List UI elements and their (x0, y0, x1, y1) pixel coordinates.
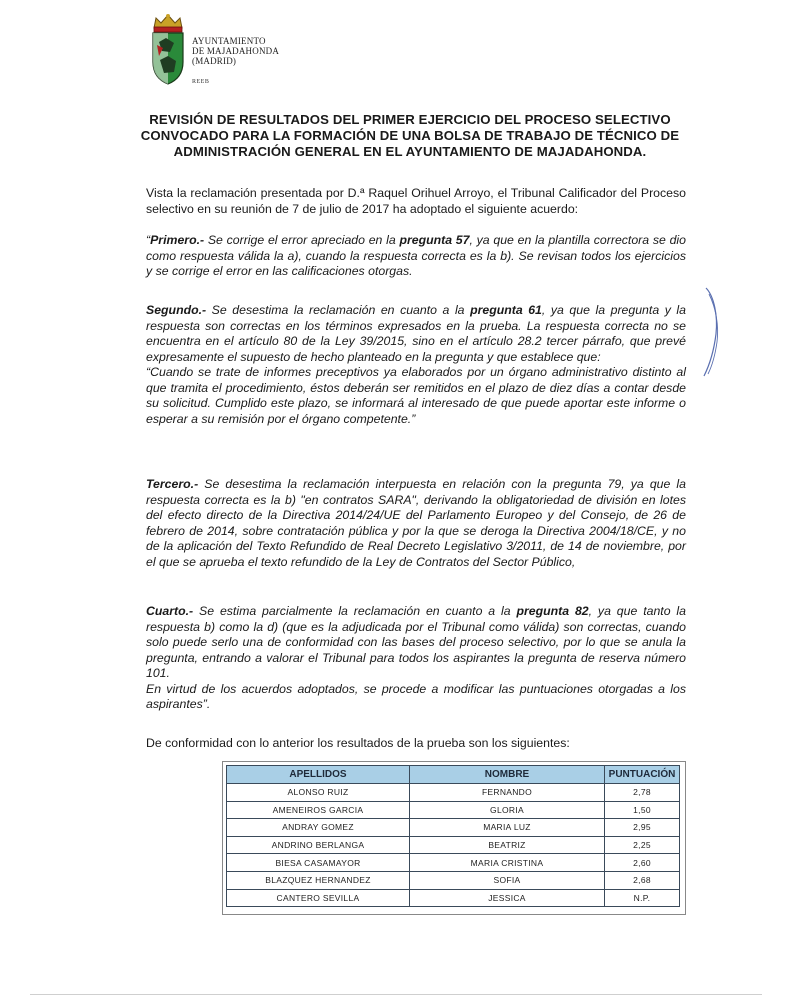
cuarto-text-1: Se estima parcialmente la reclamación en cuanto a la (193, 604, 517, 618)
results-table (226, 765, 680, 907)
tercero-quote: "en contratos SARA" (300, 492, 416, 507)
segundo-label: Segundo.- (146, 303, 207, 317)
document-title (140, 112, 680, 160)
cell-nombre: FERNANDO (410, 784, 605, 802)
cell-nombre: GLORIA (410, 801, 605, 819)
segundo-paragraph (146, 303, 686, 427)
tercero-label: Tercero.- (146, 477, 199, 491)
organization-name (192, 36, 279, 66)
cell-nombre: MARIA LUZ (410, 819, 605, 837)
cell-apellidos: ALONSO RUIZ (227, 784, 410, 802)
table-row (227, 819, 680, 837)
cuarto-pregunta: pregunta 82 (516, 604, 589, 618)
header-puntuacion: PUNTUACIÓN (605, 766, 680, 784)
segundo-text-1: Se desestima la reclamación en cuanto a la (206, 303, 471, 317)
cell-puntuacion: 2,68 (605, 871, 680, 889)
segundo-text-2: , ya que la pregunta y la respuesta son correctas en los términos expresados en la prueba. La respuesta correcta no se encuentra en el artículo 80 de la Ley 39/2015, sino en el artículo 28.2 tercer párrafo, que prevé expresamente el supuesto de hecho planteado en la pregunta y que establece que: (146, 303, 686, 364)
table-row (227, 889, 680, 907)
cuarto-label: Cuarto.- (146, 604, 194, 618)
cell-puntuacion: 2,78 (605, 784, 680, 802)
cell-puntuacion: 2,25 (605, 836, 680, 854)
segundo-quote: “Cuando se trate de informes preceptivos ya elaborados por un órgano administrativo distinto al que tramita el procedimiento, éstos deberán ser remitidos en el plazo de diez días a contar desde su solicitud. Cumplido este plazo, se informará al interesado de que puede aportar este informe o esperar a su remisión por el órgano competente.” (146, 365, 686, 426)
org-line-3: (MADRID) (192, 56, 237, 66)
cell-apellidos: ANDRAY GOMEZ (227, 819, 410, 837)
cell-nombre: BEATRIZ (410, 836, 605, 854)
primero-label: Primero.- (150, 233, 205, 247)
intro-paragraph: Vista la reclamación presentada por D.ª Raquel Orihuel Arroyo, el Tribunal Calificador del Proceso selectivo en su reunión de 7 de julio de 2017 ha adoptado el siguiente acuerdo: (146, 186, 686, 216)
open-quote: “ (146, 233, 151, 247)
primero-pregunta: pregunta 57 (399, 233, 470, 247)
cuarto-paragraph (146, 604, 686, 713)
cuarto-text-3: En virtud de los acuerdos adoptados, se procede a modificar las puntuaciones otorgadas a los aspirantes”. (146, 681, 686, 711)
tercero-text-1: Se desestima la reclamación interpuesta en relación con la pregunta 79, ya que la respuesta correcta es la b) (146, 477, 686, 507)
table-row (227, 871, 680, 889)
table-row (227, 854, 680, 872)
segundo-pregunta: pregunta 61 (470, 303, 542, 317)
cell-apellidos: ANDRINO BERLANGA (227, 836, 410, 854)
conformity-sentence: De conformidad con lo anterior los resultados de la prueba son los siguientes: (146, 736, 570, 750)
tercero-text-2: , derivando la obligatoriedad de división en lotes del efecto directo de la Directiva 2014/24/UE del Parlamento Europeo y del Consejo, de 26 de febrero de 2014, sobre contratación pública y por la que se deroga la Directiva 2004/18/CE, y no de la aplicación del Texto Refundido de Real Decreto Legislativo 3/2011, de 14 de noviembre, por el que se aprueba el texto refundido de la Ley de Contratos del Sector Público, (146, 492, 687, 569)
cell-apellidos: AMENEIROS GARCIA (227, 801, 410, 819)
cell-puntuacion: 2,60 (605, 854, 680, 872)
primero-text-1: Se corrige el error apreciado en la (204, 233, 400, 247)
org-line-1: AYUNTAMIENTO (192, 36, 266, 46)
cell-nombre: JESSICA (410, 889, 605, 907)
table-row (227, 836, 680, 854)
registry-stamp: REEB (192, 79, 210, 85)
cell-nombre: SOFIA (410, 871, 605, 889)
cell-apellidos: BIESA CASAMAYOR (227, 854, 410, 872)
cuarto-text-2: , ya que tanto la respuesta b) como la d) (que es la adjudicada por el Tribunal como válida) son correctas, cuando solo puede serlo una de conformidad con las bases del proceso selectivo, por lo que se anula la pregunta, entrando a valorar el Tribunal para todos los aspirantes la pregunta de reserva número 101. (146, 604, 686, 680)
title-line-1: REVISIÓN DE RESULTADOS DEL PRIMER EJERCICIO DEL PROCESO SELECTIVO (149, 112, 671, 127)
primero-paragraph (146, 233, 686, 280)
table-header-row (227, 766, 680, 784)
cell-puntuacion: 1,50 (605, 801, 680, 819)
cell-puntuacion: N.P. (605, 889, 680, 907)
header-apellidos: APELLIDOS (227, 766, 410, 784)
primero-text-2: , ya que en la plantilla correctora se dio como respuesta válida la a), cuando la respuesta correcta es la b). Se revisan todos los ejercicios y se corrige el error en las calificaciones otorgas. (146, 233, 686, 278)
cell-apellidos: CANTERO SEVILLA (227, 889, 410, 907)
handwritten-mark (700, 286, 724, 378)
table-row (227, 801, 680, 819)
bottom-divider (30, 994, 762, 995)
cell-apellidos: BLAZQUEZ HERNANDEZ (227, 871, 410, 889)
title-line-3: ADMINISTRACIÓN GENERAL EN EL AYUNTAMIENTO DE MAJADAHONDA. (173, 144, 647, 159)
coat-of-arms-logo (148, 12, 188, 86)
cell-puntuacion: 2,95 (605, 819, 680, 837)
org-line-2: DE MAJADAHONDA (192, 46, 280, 56)
header-nombre: NOMBRE (410, 766, 605, 784)
table-row (227, 784, 680, 802)
title-line-2: CONVOCADO PARA LA FORMACIÓN DE UNA BOLSA DE TRABAJO DE TÉCNICO DE (140, 128, 680, 143)
cell-nombre: MARIA CRISTINA (410, 854, 605, 872)
tercero-paragraph (146, 477, 686, 570)
